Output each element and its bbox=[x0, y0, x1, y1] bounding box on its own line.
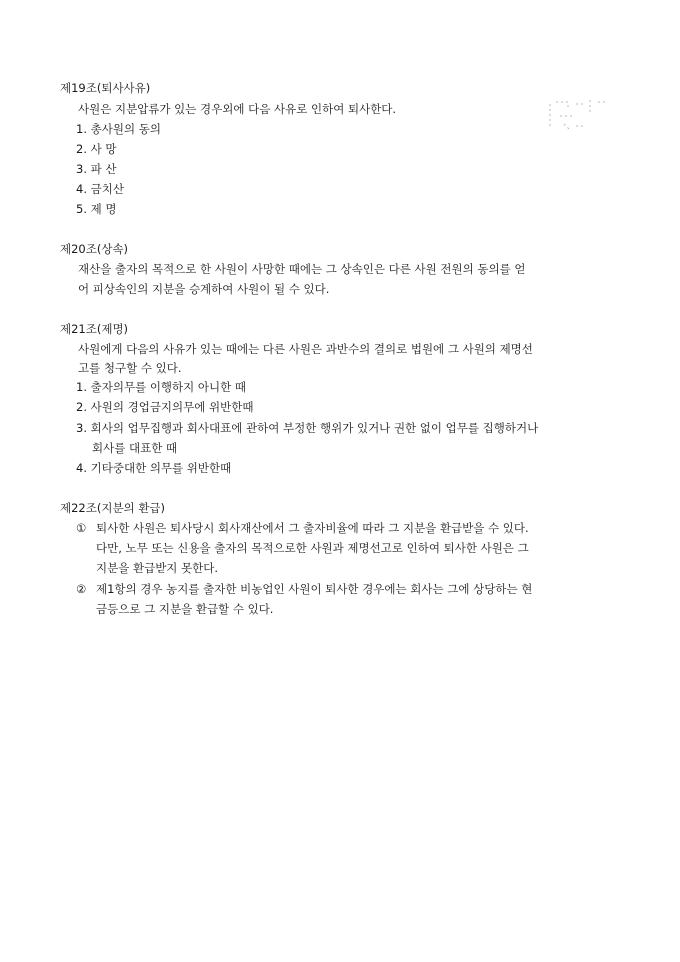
article22-para2-marker: ② bbox=[76, 582, 87, 596]
article22-para2-line-2: 금등으로 그 지분을 환급할 수 있다. bbox=[96, 602, 274, 616]
article21-heading: 제21조(제명) bbox=[60, 322, 129, 336]
article19-item-1: 1. 총사원의 동의 bbox=[76, 122, 161, 136]
article19-heading: 제19조(퇴사사유) bbox=[60, 81, 151, 95]
article19-item-5: 5. 제 명 bbox=[76, 202, 117, 216]
article19-item-3: 3. 파 산 bbox=[76, 162, 117, 176]
article21-line-1: 사원에게 다음의 사유가 있는 때에는 다른 사원은 과반수의 결의로 법원에 그 사원의 제명선 bbox=[78, 342, 533, 356]
article21-item-2: 2. 사원의 경업금지의무에 위반한때 bbox=[76, 400, 254, 414]
article22-para1-marker: ① bbox=[76, 521, 87, 535]
article19-item-2: 2. 사 망 bbox=[76, 142, 117, 156]
article20-line-2: 어 피상속인의 지분을 승계하여 사원이 될 수 있다. bbox=[78, 282, 330, 296]
seal-mark-icon bbox=[546, 98, 612, 134]
article22-heading: 제22조(지분의 환급) bbox=[60, 501, 166, 515]
article22-para1-line-3: 지분을 환급받지 못한다. bbox=[96, 561, 219, 575]
article20-heading: 제20조(상속) bbox=[60, 242, 129, 256]
article21-item-4: 4. 기타중대한 의무를 위반한때 bbox=[76, 461, 232, 475]
article22-para1-line-2: 다만, 노무 또는 신용을 출자의 목적으로한 사원과 제명선고로 인하여 퇴사한 사원은 그 bbox=[96, 541, 529, 555]
article20-line-1: 재산을 출자의 목적으로 한 사원이 사망한 때에는 그 상속인은 다른 사원 전원의 동의를 얻 bbox=[78, 262, 526, 276]
article22-para2-line-1: 제1항의 경우 농지를 출자한 비농업인 사원이 퇴사한 경우에는 회사는 그에 상당하는 현 bbox=[96, 582, 533, 596]
article21-item-3-cont: 회사를 대표한 때 bbox=[92, 441, 178, 455]
article21-item-3: 3. 회사의 업무집행과 회사대표에 관하여 부정한 행위가 있거나 권한 없이 업무를 집행하거나 bbox=[76, 421, 539, 435]
article22-para1-line-1: 퇴사한 사원은 퇴사당시 회사재산에서 그 출자비율에 따라 그 지분을 환급받을 수 있다. bbox=[96, 521, 529, 535]
article19-item-4: 4. 금치산 bbox=[76, 182, 124, 196]
article21-item-1: 1. 출자의무를 이행하지 아니한 때 bbox=[76, 380, 247, 394]
article21-line-2: 고를 청구할 수 있다. bbox=[78, 361, 182, 375]
article19-intro: 사원은 지분압류가 있는 경우외에 다음 사유로 인하여 퇴사한다. bbox=[78, 102, 397, 116]
